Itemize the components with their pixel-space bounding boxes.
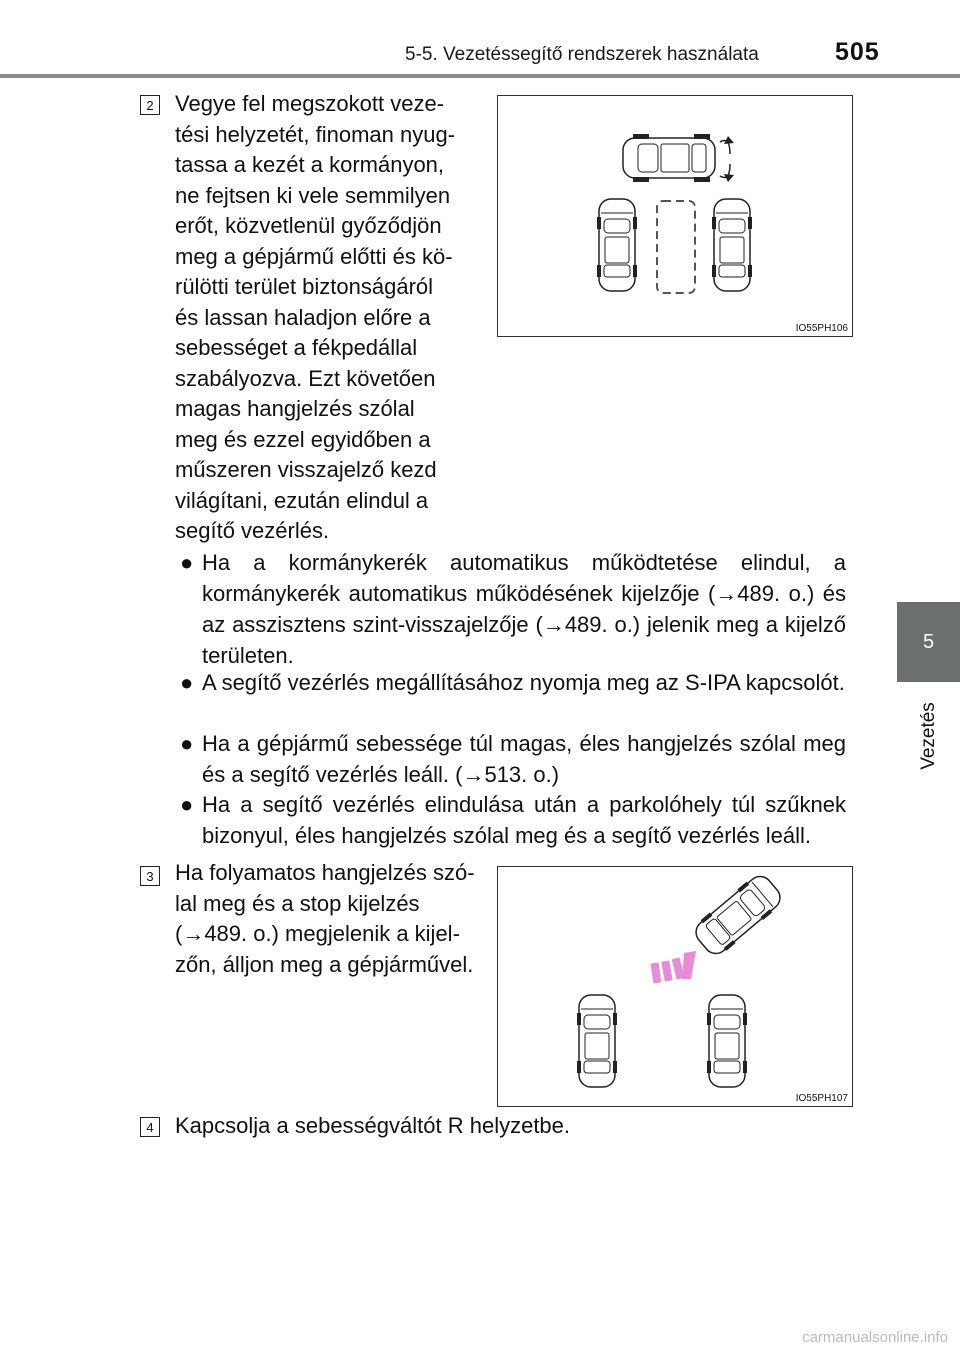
- bullet-dot-icon: ●: [180, 550, 194, 575]
- figure-parking-stop: [497, 866, 853, 1107]
- parked-car-right: [712, 199, 752, 291]
- parked-car-right: [707, 995, 747, 1087]
- page-number: 505: [835, 38, 880, 66]
- figure-code-1: IO55PH106: [795, 323, 848, 334]
- step-4-text: Kapcsolja a sebességváltót R helyzetbe.: [175, 1113, 571, 1138]
- reverse-direction-arrow: [651, 951, 696, 983]
- step-badge-4: 4: [140, 1117, 160, 1137]
- parking-illustration-1: [498, 96, 854, 338]
- step-badge-2: 2: [140, 95, 160, 115]
- chapter-name-label: [897, 688, 960, 784]
- parking-illustration-2: [498, 867, 854, 1108]
- header-rule: [0, 74, 960, 78]
- bullet-item-2: ● A segítő vezérlés megállításához nyomja meg az S-IPA kapcsolót.: [180, 667, 846, 698]
- chapter-name: Vezetés: [917, 702, 939, 770]
- bullet-item-4: ● Ha a segítő vezérlés elindulása után a parkolóhely túl szűknek bizonyul, éles hangjelzés szólal meg és a segítő vezérlés leáll.: [180, 789, 846, 851]
- bullet-dot-icon: ●: [180, 731, 194, 756]
- watermark: carmanualsonline.info: [802, 1329, 948, 1346]
- step-badge-3: 3: [140, 866, 160, 886]
- bullet-item-3: ● Ha a gépjármű sebessége túl magas, éles hangjelzés szólal meg és a segítő vezérlés leáll. (→513. o.): [180, 728, 846, 790]
- chapter-number: 5: [922, 630, 935, 653]
- section-title: 5-5. Vezetéssegítő rendszerek használata: [405, 44, 759, 65]
- bullet-dot-icon: ●: [180, 670, 194, 695]
- target-parking-space: [657, 201, 695, 293]
- angled-moving-car: [690, 870, 786, 960]
- figure-parking-forward: [497, 95, 853, 337]
- figure-code-2: IO55PH107: [795, 1093, 848, 1104]
- parked-car-left: [577, 995, 617, 1087]
- step-3-text: Ha folyamatos hangjelzés szó- lal meg és a stop kijelzés (→489. o.) megjelenik a kijel- zőn, álljon meg a gépjárművel.: [175, 860, 475, 977]
- chapter-number-tab: [897, 602, 960, 682]
- bullet-item-1: ● Ha a kormánykerék automatikus működtetése elindul, a kormánykerék automatikus működésének kijelzője (→489. o.) és az asszisztens szint-visszajelzője (→489. o.) jelenik meg a kijelző területen.: [180, 547, 846, 671]
- step-2-text: Vegye fel megszokott veze- tési helyzetét, finoman nyug- tassa a kezét a kormányon, ne fejtsen ki vele semmilyen erőt, közvetlenül győződjön meg a gépjármű előtti és kö- rülötti terület biztonságáról és lassan haladjon előre a sebességet a fékpedállal szabályozva. Ezt követően magas hangjelzés szólal meg és ezzel egyidőben a műszeren visszajelző kezd világítani, ezután elindul a segítő vezérlés.: [175, 91, 456, 543]
- moving-car: [623, 134, 734, 182]
- parked-car-left: [597, 199, 637, 291]
- bullet-dot-icon: ●: [180, 792, 194, 817]
